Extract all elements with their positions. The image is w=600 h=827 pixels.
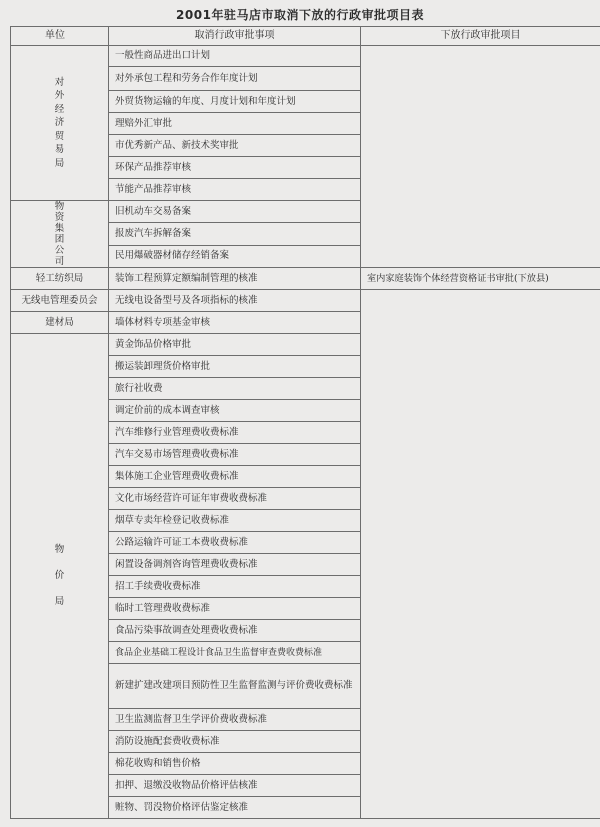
- unit-cell-foreign-trade: 对 外 经 济 贸 易 局: [11, 46, 109, 201]
- decentralize-item: 室内家庭装饰个体经营资格证书审批(下放县): [361, 268, 600, 290]
- header-cancel: 取消行政审批事项: [109, 27, 361, 46]
- approval-items-table: [10, 26, 600, 819]
- header-row: [11, 27, 600, 46]
- cancel-item: 食品企业基础工程设计食品卫生监督审查费收费标准: [109, 642, 361, 664]
- cancel-item: 招工手续费收费标准: [109, 576, 361, 598]
- unit-cell-price-bureau: 物 价 局: [11, 334, 109, 819]
- unit-cell-building-materials: 建材局: [11, 312, 109, 334]
- cancel-item: 外贸货物运输的年度、月度计划和年度计划: [109, 91, 361, 113]
- cancel-item: 无线电设备型号及各项指标的核准: [109, 290, 361, 312]
- cancel-item: 汽车交易市场管理费收费标准: [109, 444, 361, 466]
- cancel-item: 赃物、罚没物价格评估鉴定核准: [109, 797, 361, 819]
- cancel-item: 棉花收购和销售价格: [109, 753, 361, 775]
- decentralize-cell-empty: [361, 46, 600, 268]
- cancel-item: 装饰工程预算定额编制管理的核准: [109, 268, 361, 290]
- cancel-item: 旧机动车交易备案: [109, 201, 361, 223]
- cancel-item: 理赔外汇审批: [109, 113, 361, 135]
- cancel-item: 节能产品推荐审核: [109, 179, 361, 201]
- cancel-item: 闲置设备调剂咨询管理费收费标准: [109, 554, 361, 576]
- cancel-item: 公路运输许可证工本费收费标准: [109, 532, 361, 554]
- cancel-item: 临时工管理费收费标准: [109, 598, 361, 620]
- cancel-item: 文化市场经营许可证年审费收费标准: [109, 488, 361, 510]
- cancel-item: 食品污染事故调查处理费收费标准: [109, 620, 361, 642]
- table-title: 2001年驻马店市取消下放的行政审批项目表: [176, 8, 424, 22]
- unit-cell-radio-committee: 无线电管理委员会: [11, 290, 109, 312]
- cancel-item: 市优秀新产品、新技术奖审批: [109, 135, 361, 157]
- decentralize-cell-empty: [361, 290, 600, 819]
- cancel-item: 报废汽车拆解备案: [109, 223, 361, 245]
- cancel-item: 汽车维修行业管理费收费标准: [109, 422, 361, 444]
- unit-cell-light-industry: 轻工纺织局: [11, 268, 109, 290]
- cancel-item: 墙体材料专项基金审核: [109, 312, 361, 334]
- cancel-item: 黄金饰品价格审批: [109, 334, 361, 356]
- table-row: [11, 268, 600, 290]
- cancel-item: 环保产品推荐审核: [109, 157, 361, 179]
- cancel-item: 扣押、退缴没收物品价格评估核准: [109, 775, 361, 797]
- cancel-item: 消防设施配套费收费标准: [109, 731, 361, 753]
- unit-cell-materials-group: 物 资 集 团 公 司: [11, 201, 109, 268]
- table-row: [11, 46, 600, 67]
- table-row: [11, 290, 600, 312]
- cancel-item: 新建扩建改建项目预防性卫生监督监测与评价费收费标准: [109, 664, 361, 709]
- cancel-item: 对外承包工程和劳务合作年度计划: [109, 67, 361, 91]
- header-decentralize: 下放行政审批项目: [361, 27, 600, 46]
- cancel-item: 卫生监测监督卫生学评价费收费标准: [109, 709, 361, 731]
- cancel-item: 民用爆破器材储存经销备案: [109, 245, 361, 267]
- cancel-item: 烟草专卖年检登记收费标准: [109, 510, 361, 532]
- cancel-item: 集体施工企业管理费收费标准: [109, 466, 361, 488]
- cancel-item: 一般性商品进出口计划: [109, 46, 361, 67]
- cancel-item: 搬运装卸理货价格审批: [109, 356, 361, 378]
- header-unit: 单位: [11, 27, 109, 46]
- cancel-item: 旅行社收费: [109, 378, 361, 400]
- cancel-item: 调定价前的成本调查审核: [109, 400, 361, 422]
